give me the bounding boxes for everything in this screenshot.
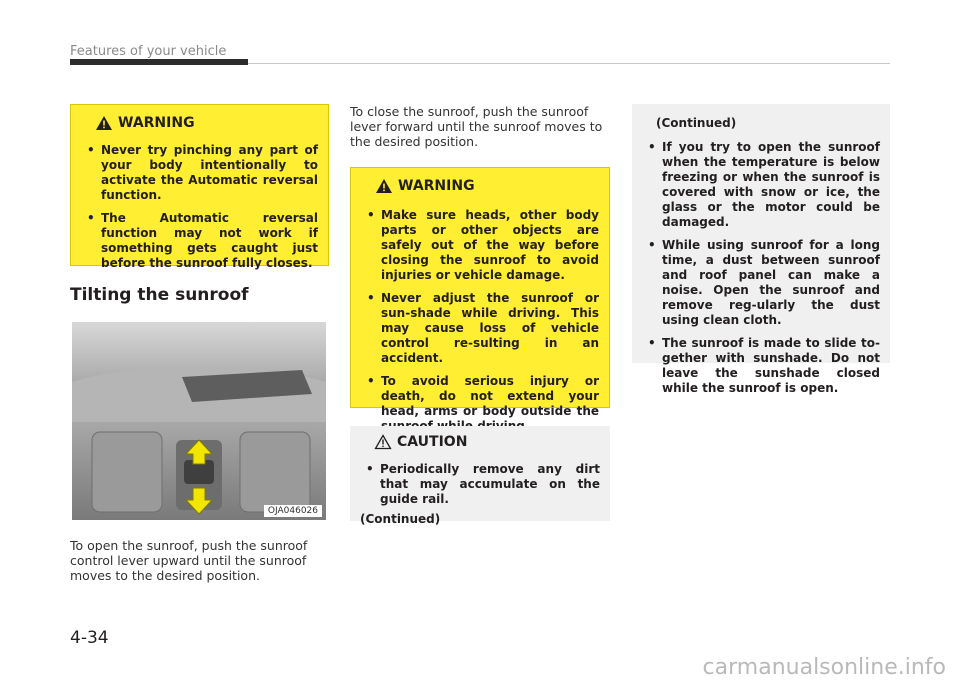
sunroof-console-image: [72, 322, 326, 520]
page-number: 4-34: [70, 628, 109, 648]
header-divider: [248, 63, 890, 64]
list-item: • Periodically remove any dirt that may accumulate on the guide rail.: [360, 462, 600, 507]
open-paragraph: To open the sunroof, push the sunroof control lever upward until the sunroof moves to the desired position.: [70, 538, 308, 583]
figure-code: OJA046026: [264, 505, 322, 517]
section-title: Tilting the sunroof: [70, 285, 249, 305]
continued-list: [642, 140, 880, 396]
warning-triangle-icon: [95, 115, 113, 131]
caution-list: [360, 462, 600, 507]
list-item: • The Automatic reversal function may not work if something gets caught just before the sunroof fully closes.: [81, 211, 318, 271]
warning-triangle-icon: [375, 178, 393, 194]
watermark: carmanualsonline.info: [702, 655, 946, 680]
continued-box: [632, 104, 890, 395]
warning-title: WARNING: [95, 115, 318, 131]
list-item: • While using sunroof for a long time, a dust between sunroof and roof panel can make a noise. Open the sunroof and remove reg-ularly the dust using clean cloth.: [642, 238, 880, 328]
caution-triangle-icon: [374, 434, 392, 450]
list-item: • Never adjust the sunroof or sun-shade while driving. This may cause loss of vehicle control re-sulting in an accident.: [361, 291, 599, 366]
list-item: • The sunroof is made to slide to-gether with sunshade. Do not leave the sunshade closed while the sunroof is open.: [642, 336, 880, 396]
sunroof-control-illustration: [72, 322, 326, 520]
caution-box: [350, 426, 610, 526]
header-bar: [70, 59, 248, 65]
continued-heading: (Continued): [656, 116, 737, 130]
close-paragraph: To close the sunroof, push the sunroof lever forward until the sunroof moves to the desired position.: [350, 104, 603, 149]
warning-box-2: [350, 167, 610, 418]
list-item: • Make sure heads, other body parts or other objects are safely out of the way before closing the sunroof to avoid injuries or vehicle damage.: [361, 208, 599, 283]
page-section-header: Features of your vehicle: [70, 44, 227, 59]
list-item: • To avoid serious injury or death, do not extend your head, arms or body outside the: [361, 374, 599, 434]
warning-box-1: [70, 104, 329, 270]
warning-list: [361, 208, 599, 434]
continued-label: (Continued): [360, 512, 441, 526]
list-item: • Never try pinching any part of your body intentionally to activate the Automatic reversal function.: [81, 143, 318, 203]
list-item: • If you try to open the sunroof when the temperature is below freezing or when the sunroof is covered with snow or ice, the glass or the motor could be damaged.: [642, 140, 880, 230]
caution-title: CAUTION: [374, 434, 600, 450]
warning-title: WARNING: [375, 178, 599, 194]
warning-list: [81, 143, 318, 271]
